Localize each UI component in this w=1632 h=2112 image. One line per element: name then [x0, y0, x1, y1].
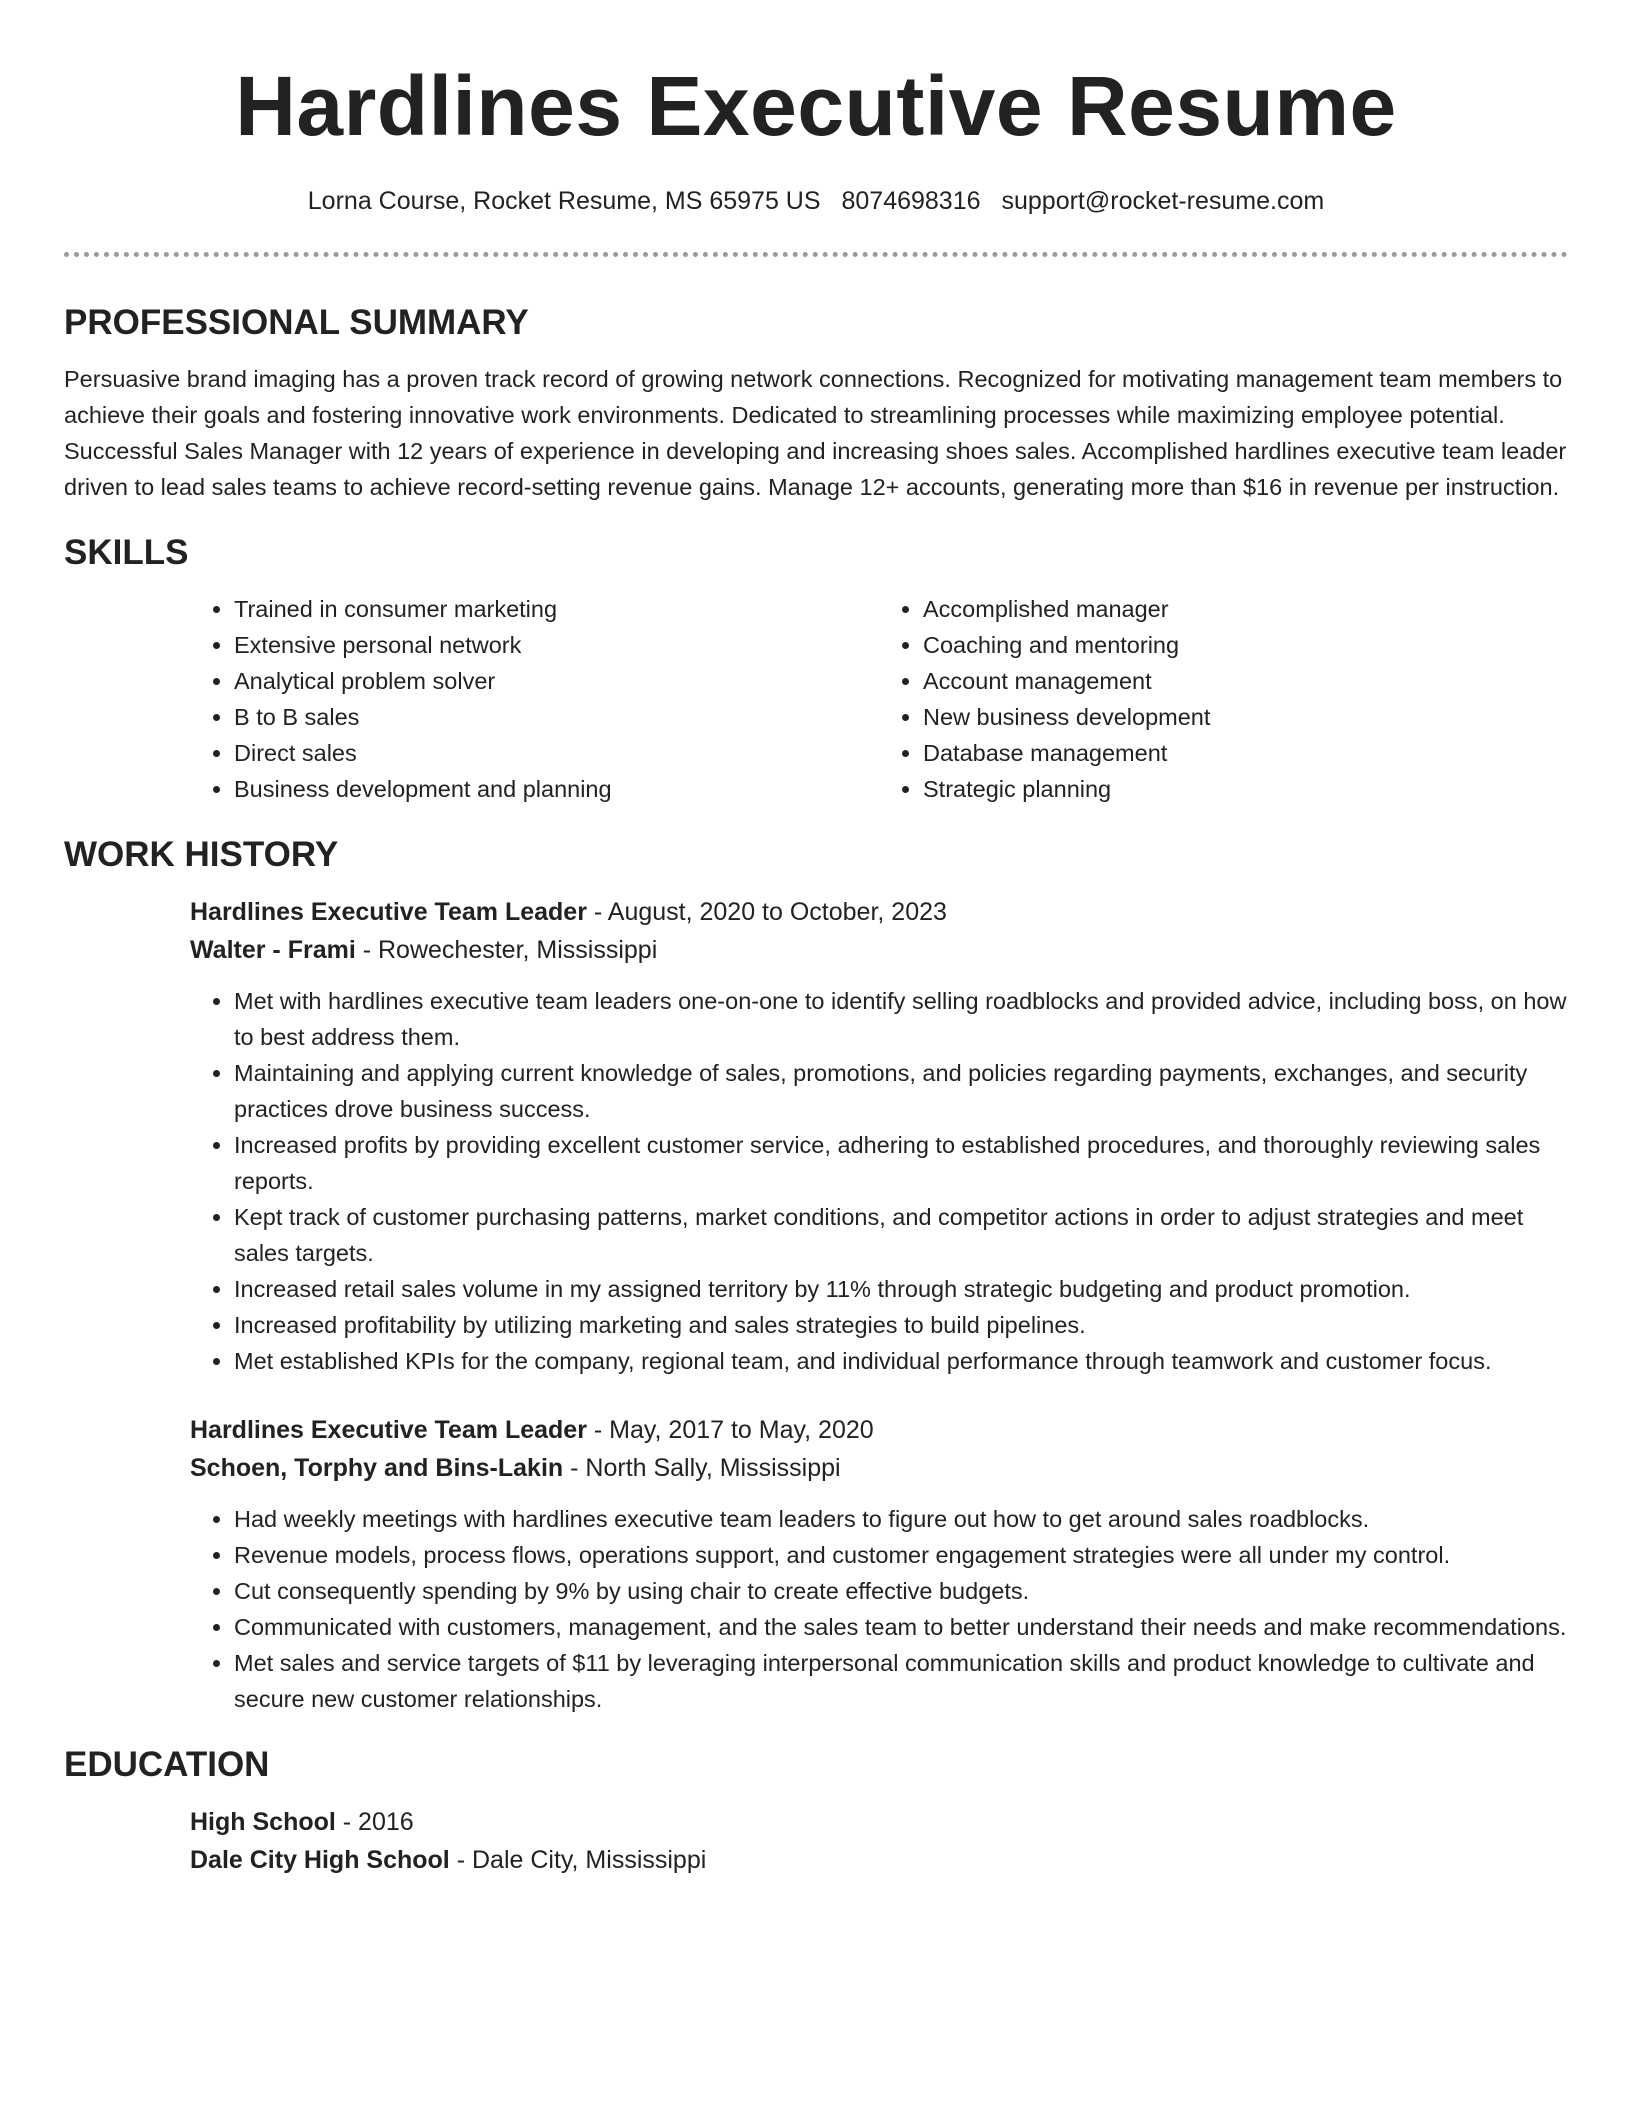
- job-bullet: • Increased retail sales volume in my assigned territory by 11% through strategic budgeting and product promotion.: [234, 1271, 1568, 1307]
- education-degree-line: [190, 1803, 1568, 1841]
- education-school: Dale City High School: [190, 1846, 450, 1874]
- work-history-heading: WORK HISTORY: [64, 835, 339, 874]
- job-bullet: • Maintaining and applying current knowledge of sales, promotions, and policies regarding payments, exchanges, and security practices drove business success.: [234, 1055, 1568, 1127]
- job-bullets: [190, 1501, 1568, 1717]
- job-bullet: • Revenue models, process flows, operations support, and customer engagement strategies were all under my control.: [234, 1537, 1568, 1573]
- education-year: - 2016: [335, 1808, 414, 1836]
- job-bullet: • Met with hardlines executive team leaders one-on-one to identify selling roadblocks and provided advice, including boss, on how to best address them.: [234, 983, 1568, 1055]
- skill-item: • Accomplished manager: [923, 591, 1568, 627]
- job-company: Walter - Frami: [190, 936, 356, 964]
- skill-item: • Trained in consumer marketing: [234, 591, 879, 627]
- job-company-line: [190, 931, 1568, 969]
- job-bullet: • Increased profits by providing excellent customer service, adhering to established procedures, and thoroughly reviewing sales reports.: [234, 1127, 1568, 1199]
- job-bullet: • Communicated with customers, management, and the sales team to better understand their needs and make recommendations.: [234, 1609, 1568, 1645]
- job-bullets: [190, 983, 1568, 1379]
- job-location: - Rowechester, Mississippi: [355, 936, 658, 964]
- job-entry: [190, 893, 1568, 969]
- skill-item: • New business development: [923, 699, 1568, 735]
- job-bullet: • Increased profitability by utilizing marketing and sales strategies to build pipelines.: [234, 1307, 1568, 1343]
- job-bullet: • Met sales and service targets of $11 by leveraging interpersonal communication skills and product knowledge to cultivate and secure new customer relationships.: [234, 1645, 1568, 1717]
- skill-item: • B to B sales: [234, 699, 879, 735]
- skill-item: • Account management: [923, 663, 1568, 699]
- summary-text: Persuasive brand imaging has a proven track record of growing network connections. Recognized for motivating management team members to achieve their goals and fostering innovative work environments. Dedicated to streamlining processes while maximizing employee potential. Successful Sales Manager with 12 years of experience in developing and increasing shoes sales. Accomplished hardlines executive team leader driven to lead sales teams to achieve record-setting revenue gains. Manage 12+ accounts, generating more than $16 in revenue per instruction.: [64, 366, 1567, 500]
- education-entry: [190, 1803, 1568, 1879]
- job-dates: - May, 2017 to May, 2020: [586, 1416, 874, 1444]
- skill-item: • Strategic planning: [923, 771, 1568, 807]
- education-degree: High School: [190, 1808, 336, 1836]
- skills-heading: SKILLS: [64, 533, 189, 572]
- job-title-line: [190, 1411, 1568, 1449]
- header-divider: [64, 252, 1568, 257]
- education-school-line: [190, 1841, 1568, 1879]
- job-entry: [190, 1411, 1568, 1487]
- skills-list: [190, 591, 1568, 807]
- job-title-line: [190, 893, 1568, 931]
- job-title: Hardlines Executive Team Leader: [190, 1416, 587, 1444]
- job-company-line: [190, 1449, 1568, 1487]
- skill-item: • Database management: [923, 735, 1568, 771]
- skill-item: • Direct sales: [234, 735, 879, 771]
- job-bullet: • Met established KPIs for the company, regional team, and individual performance through teamwork and customer focus.: [234, 1343, 1568, 1379]
- job-bullet: • Cut consequently spending by 9% by using chair to create effective budgets.: [234, 1573, 1568, 1609]
- job-bullet: • Kept track of customer purchasing patterns, market conditions, and competitor actions in order to adjust strategies and meet sales targets.: [234, 1199, 1568, 1271]
- skill-item: • Business development and planning: [234, 771, 879, 807]
- skill-item: • Analytical problem solver: [234, 663, 879, 699]
- skill-item: • Extensive personal network: [234, 627, 879, 663]
- skills-column-left: [190, 591, 879, 807]
- resume-title: Hardlines Executive Resume: [235, 59, 1397, 153]
- job-location: - North Sally, Mississippi: [563, 1454, 841, 1482]
- contact-email: support@rocket-resume.com: [1001, 187, 1325, 215]
- education-heading: EDUCATION: [64, 1745, 270, 1784]
- job-bullet: • Had weekly meetings with hardlines executive team leaders to figure out how to get around sales roadblocks.: [234, 1501, 1568, 1537]
- education-location: - Dale City, Mississippi: [449, 1846, 707, 1874]
- skill-item: • Coaching and mentoring: [923, 627, 1568, 663]
- contact-phone: 8074698316: [841, 187, 981, 215]
- summary-heading: PROFESSIONAL SUMMARY: [64, 303, 529, 342]
- contact-address: Lorna Course, Rocket Resume, MS 65975 US: [307, 187, 821, 215]
- job-company: Schoen, Torphy and Bins-Lakin: [190, 1454, 564, 1482]
- job-title: Hardlines Executive Team Leader: [190, 898, 587, 926]
- contact-info: [64, 184, 1568, 218]
- job-dates: - August, 2020 to October, 2023: [586, 898, 947, 926]
- skills-column-right: [879, 591, 1568, 807]
